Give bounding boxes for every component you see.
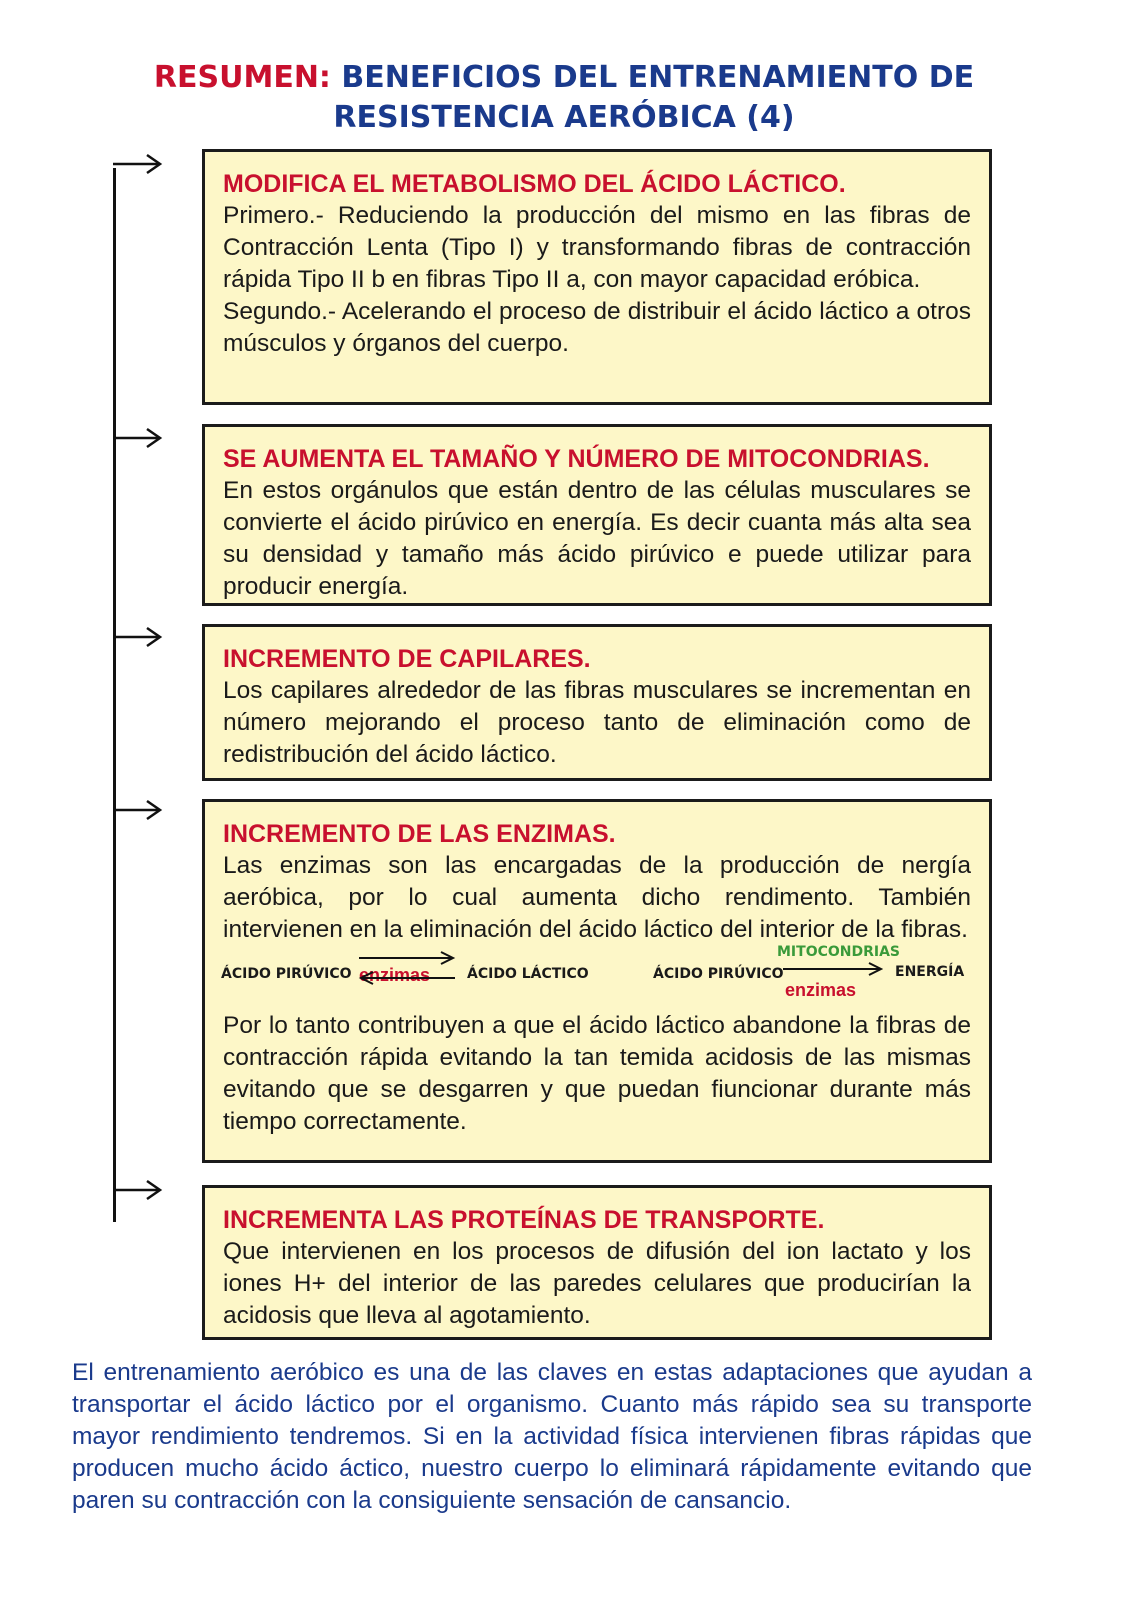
- box-paragraph: Por lo tanto contribuyen a que el ácido láctico abandone la fibras de contracción rápida evitando la tan temida acidosis de las mismas evitando que se desgarren y que puedan fiuncionar durante más tiempo correctamente.: [223, 1012, 971, 1135]
- box-paragraph: Segundo.- Acelerando el proceso de distribuir el ácido láctico a otros músculos y órganos del cuerpo.: [223, 298, 971, 357]
- reversible-arrow-icon: [357, 950, 457, 986]
- arrow-right-icon: [113, 426, 163, 450]
- arrow-right-icon: [113, 625, 163, 649]
- box-mitochondria: [202, 424, 992, 606]
- box-heading: SE AUMENTA EL TAMAÑO Y NÚMERO DE MITOCONDRIAS.: [223, 445, 930, 473]
- product-label: ENERGÍA: [895, 964, 965, 980]
- enzyme-label: enzimas: [359, 965, 431, 985]
- enzyme-label: enzimas: [785, 980, 857, 1000]
- arrow-right-icon: [113, 152, 163, 176]
- reactant-label: ÁCIDO PIRÚVICO: [221, 966, 352, 982]
- box-paragraph: Que intervienen en los procesos de difusión del ion lactato y los iones H+ del interior de las paredes celulares que producirían la acidosis que lleva al agotamiento.: [223, 1238, 971, 1329]
- box-paragraph: Las enzimas son las encargadas de la producción de nergía aeróbica, por lo cual aumenta dicho rendimento. También intervienen en la eliminación del ácido láctico del interior de la fibras.: [223, 852, 971, 943]
- box-heading: INCREMENTA LAS PROTEÍNAS DE TRANSPORTE.: [223, 1206, 825, 1234]
- reactant-label: ÁCIDO PIRÚVICO: [653, 966, 784, 982]
- box-heading: INCREMENTO DE CAPILARES.: [223, 645, 591, 673]
- connector-line: [113, 168, 116, 1222]
- box-capillaries: [202, 624, 992, 781]
- box-heading: INCREMENTO DE LAS ENZIMAS.: [223, 820, 616, 848]
- box-paragraph: Primero.- Reduciendo la producción del mismo en las fibras de Contracción Lenta (Tipo I) y transformando fibras de contracción rápida Tipo II b en fibras Tipo II a, con mayor capacidad eróbica.: [223, 202, 971, 293]
- box-lactic-metabolism: [202, 149, 992, 405]
- title-line-2: RESISTENCIA AERÓBICA (4): [333, 100, 795, 135]
- page-title: [0, 58, 1128, 138]
- product-label: ÁCIDO LÁCTICO: [467, 966, 589, 982]
- conclusion-paragraph: El entrenamiento aeróbico es una de las claves en estas adaptaciones que ayudan a transportar el ácido láctico por el organismo. Cuanto más rápido sea su transporte mayor rendimiento tendremos. Si en la actividad física intervienen fibras rápidas que producen mucho ácido áctico, nuestro cuerpo lo eliminará rápidamente evitando que paren su contracción con la consiguiente sensación de cansancio.: [72, 1359, 1032, 1514]
- title-prefix: RESUMEN:: [153, 60, 331, 95]
- title-text-1: BENEFICIOS DEL ENTRENAMIENTO DE: [341, 60, 975, 95]
- box-enzymes: [202, 799, 992, 1163]
- site-label: MITOCONDRIAS: [777, 944, 901, 960]
- box-paragraph: En estos orgánulos que están dentro de las células musculares se convierte el ácido pirúvico en energía. Es decir cuanta más alta sea su densidad y tamaño más ácido pirúvico e puede utilizar para producir energía.: [223, 477, 971, 600]
- reaction-diagram: [221, 944, 971, 1006]
- box-heading: MODIFICA EL METABOLISMO DEL ÁCIDO LÁCTICO.: [223, 170, 846, 198]
- arrow-right-icon: [781, 962, 883, 976]
- box-transport-proteins: [202, 1185, 992, 1340]
- title-line-1: [0, 58, 1128, 98]
- box-paragraph: Los capilares alrededor de las fibras musculares se incrementan en número mejorando el proceso tanto de eliminación como de redistribución del ácido láctico.: [223, 677, 971, 768]
- arrow-right-icon: [113, 798, 163, 822]
- arrow-right-icon: [113, 1178, 163, 1202]
